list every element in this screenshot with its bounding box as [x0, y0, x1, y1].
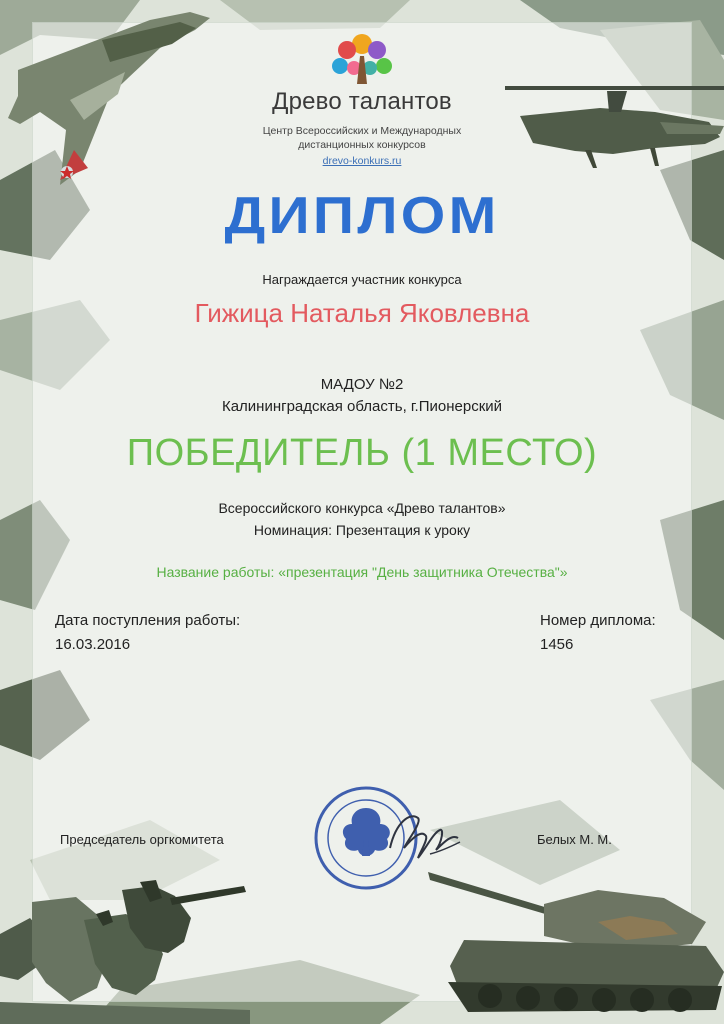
date-label: Дата поступления работы: [55, 612, 241, 629]
chairman-label: Председатель оргкомитета [60, 832, 224, 847]
brand-subtitle-line1: Центр Всероссийских и Международных [262, 125, 462, 137]
brand-subtitle [0, 124, 724, 152]
organization-name: МАДОУ №2 [320, 376, 404, 393]
soldiers-icon [0, 862, 250, 1024]
website-link[interactable]: drevo-konkurs.ru [322, 155, 402, 167]
contest-line: Всероссийского конкурса «Древо талантов» [218, 500, 506, 516]
brand-name: Древо талантов [272, 88, 452, 115]
nomination-line: Номинация: Презентация к уроку [253, 522, 471, 538]
diploma-number-value: 1456 [540, 636, 574, 653]
date-value: 16.03.2016 [55, 636, 131, 653]
brand-subtitle-line2: дистанционных конкурсов [298, 139, 426, 151]
work-title: Название работы: «презентация "День защитника Отечества"» [156, 564, 568, 580]
chairman-name: Белых М. М. [537, 832, 612, 847]
awarded-line: Награждается участник конкурса [262, 272, 462, 287]
tree-of-talents-logo [327, 26, 397, 92]
diploma-title: ДИПЛОМ [224, 187, 500, 245]
winner-title: ПОБЕДИТЕЛЬ (1 МЕСТО) [126, 432, 598, 474]
organization-location: Калининградская область, г.Пионерский [221, 398, 503, 415]
participant-name: Гижица Наталья Яковлевна [194, 298, 530, 328]
tank-icon [428, 862, 724, 1024]
signature-icon [386, 804, 466, 866]
diploma-number-label: Номер диплома: [540, 612, 656, 629]
